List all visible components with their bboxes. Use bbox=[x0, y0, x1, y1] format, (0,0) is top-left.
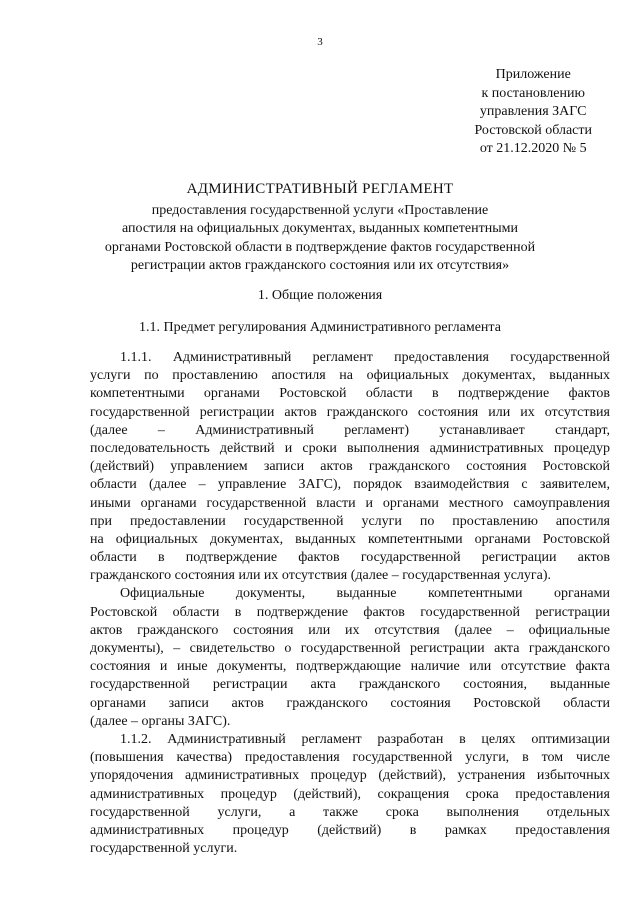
text-line: области в подтверждение фактов государственной регистрации актов bbox=[90, 550, 610, 566]
text-line: на официальных документах, выданных компетентными органами Ростовской bbox=[90, 531, 610, 547]
text-line: упорядочения административных процедур (действий), устранения избыточных bbox=[90, 768, 610, 784]
text-line: (далее – органы ЗАГС). bbox=[90, 713, 231, 729]
text-line: Официальные документы, выданные компетентными органами bbox=[120, 586, 610, 602]
text-line: государственной регистрации акта гражданского состояния, выданные bbox=[90, 677, 610, 693]
appendix-line: Приложение bbox=[495, 67, 571, 82]
text-line: актов гражданского состояния или их отсутствия (далее – официальные bbox=[90, 622, 610, 638]
text-line: административных процедур (действий) в рамках предоставления bbox=[90, 822, 610, 838]
subtitle-line: регистрации актов гражданского состояния или их отсутствия» bbox=[130, 258, 510, 274]
text-line: иными органами государственной власти и органами местного самоуправления bbox=[90, 495, 610, 511]
text-line: 1.1.1. Административный регламент предоставления государственной bbox=[120, 350, 610, 365]
text-line: государственной услуги. bbox=[90, 841, 238, 857]
text-line: государственной услуги, а также срока выполнения отдельных bbox=[90, 804, 610, 820]
body-text bbox=[90, 349, 610, 858]
subsection-heading: 1.1. Предмет регулирования Административного регламента bbox=[139, 320, 501, 335]
text-line: государственной регистрации актов гражданского состояния или их отсутствия bbox=[90, 404, 610, 420]
text-line: документы), – свидетельство о государственной регистрации акта гражданского bbox=[90, 641, 610, 656]
document-subtitle bbox=[80, 202, 560, 276]
section-heading: 1. Общие положения bbox=[257, 288, 383, 303]
text-line: услуги по проставлению апостиля на официальных документах, выданных bbox=[90, 368, 610, 384]
text-line: области (далее – управление ЗАГС), порядок взаимодействия с заявителем, bbox=[90, 477, 610, 493]
appendix-block bbox=[474, 66, 592, 159]
paragraph-2 bbox=[90, 585, 610, 731]
text-line: административных процедур (действий), сокращения срока предоставления bbox=[90, 786, 610, 802]
subtitle-line: апостиля на официальных документах, выданных компетентными bbox=[122, 221, 518, 237]
text-line: (далее – Административный регламент) устанавливает стандарт, bbox=[90, 422, 610, 438]
text-line: Ростовской области в подтверждение фактов государственной регистрации bbox=[90, 604, 610, 620]
text-line: гражданского состояния или их отсутствия (далее – государственная услуга). bbox=[90, 568, 552, 584]
text-line: при предоставлении государственной услуги по проставлению апостиля bbox=[90, 513, 610, 529]
text-line: органами записи актов гражданского состояния Ростовской области bbox=[90, 695, 610, 711]
text-line: компетентными органами Ростовской области в подтверждение фактов bbox=[90, 386, 610, 402]
text-line: (повышения качества) предоставления государственной услуги, в том числе bbox=[90, 750, 610, 766]
text-line: состояния и иные документы, подтверждающие наличие или отсутствие факта bbox=[90, 659, 610, 675]
text-line: последовательность действий и сроки выполнения административных процедур bbox=[90, 440, 610, 456]
appendix-line: управления ЗАГС bbox=[479, 104, 587, 119]
paragraph-1 bbox=[90, 349, 610, 585]
appendix-line: от 21.12.2020 № 5 bbox=[479, 141, 587, 156]
subtitle-line: органами Ростовской области в подтверждение фактов государственной bbox=[104, 239, 536, 255]
document-title: АДМИНИСТРАТИВНЫЙ РЕГЛАМЕНТ bbox=[186, 181, 454, 197]
appendix-line: Ростовской области bbox=[474, 122, 592, 138]
paragraph-3 bbox=[90, 731, 610, 858]
text-line: 1.1.2. Административный регламент разработан в целях оптимизации bbox=[120, 731, 610, 747]
appendix-line: к постановлению bbox=[481, 85, 585, 101]
subtitle-line: предоставления государственной услуги «Проставление bbox=[151, 203, 489, 218]
page-number: 3 bbox=[317, 36, 323, 48]
text-line: (действий) управлением записи актов гражданского состояния Ростовской bbox=[90, 459, 610, 475]
